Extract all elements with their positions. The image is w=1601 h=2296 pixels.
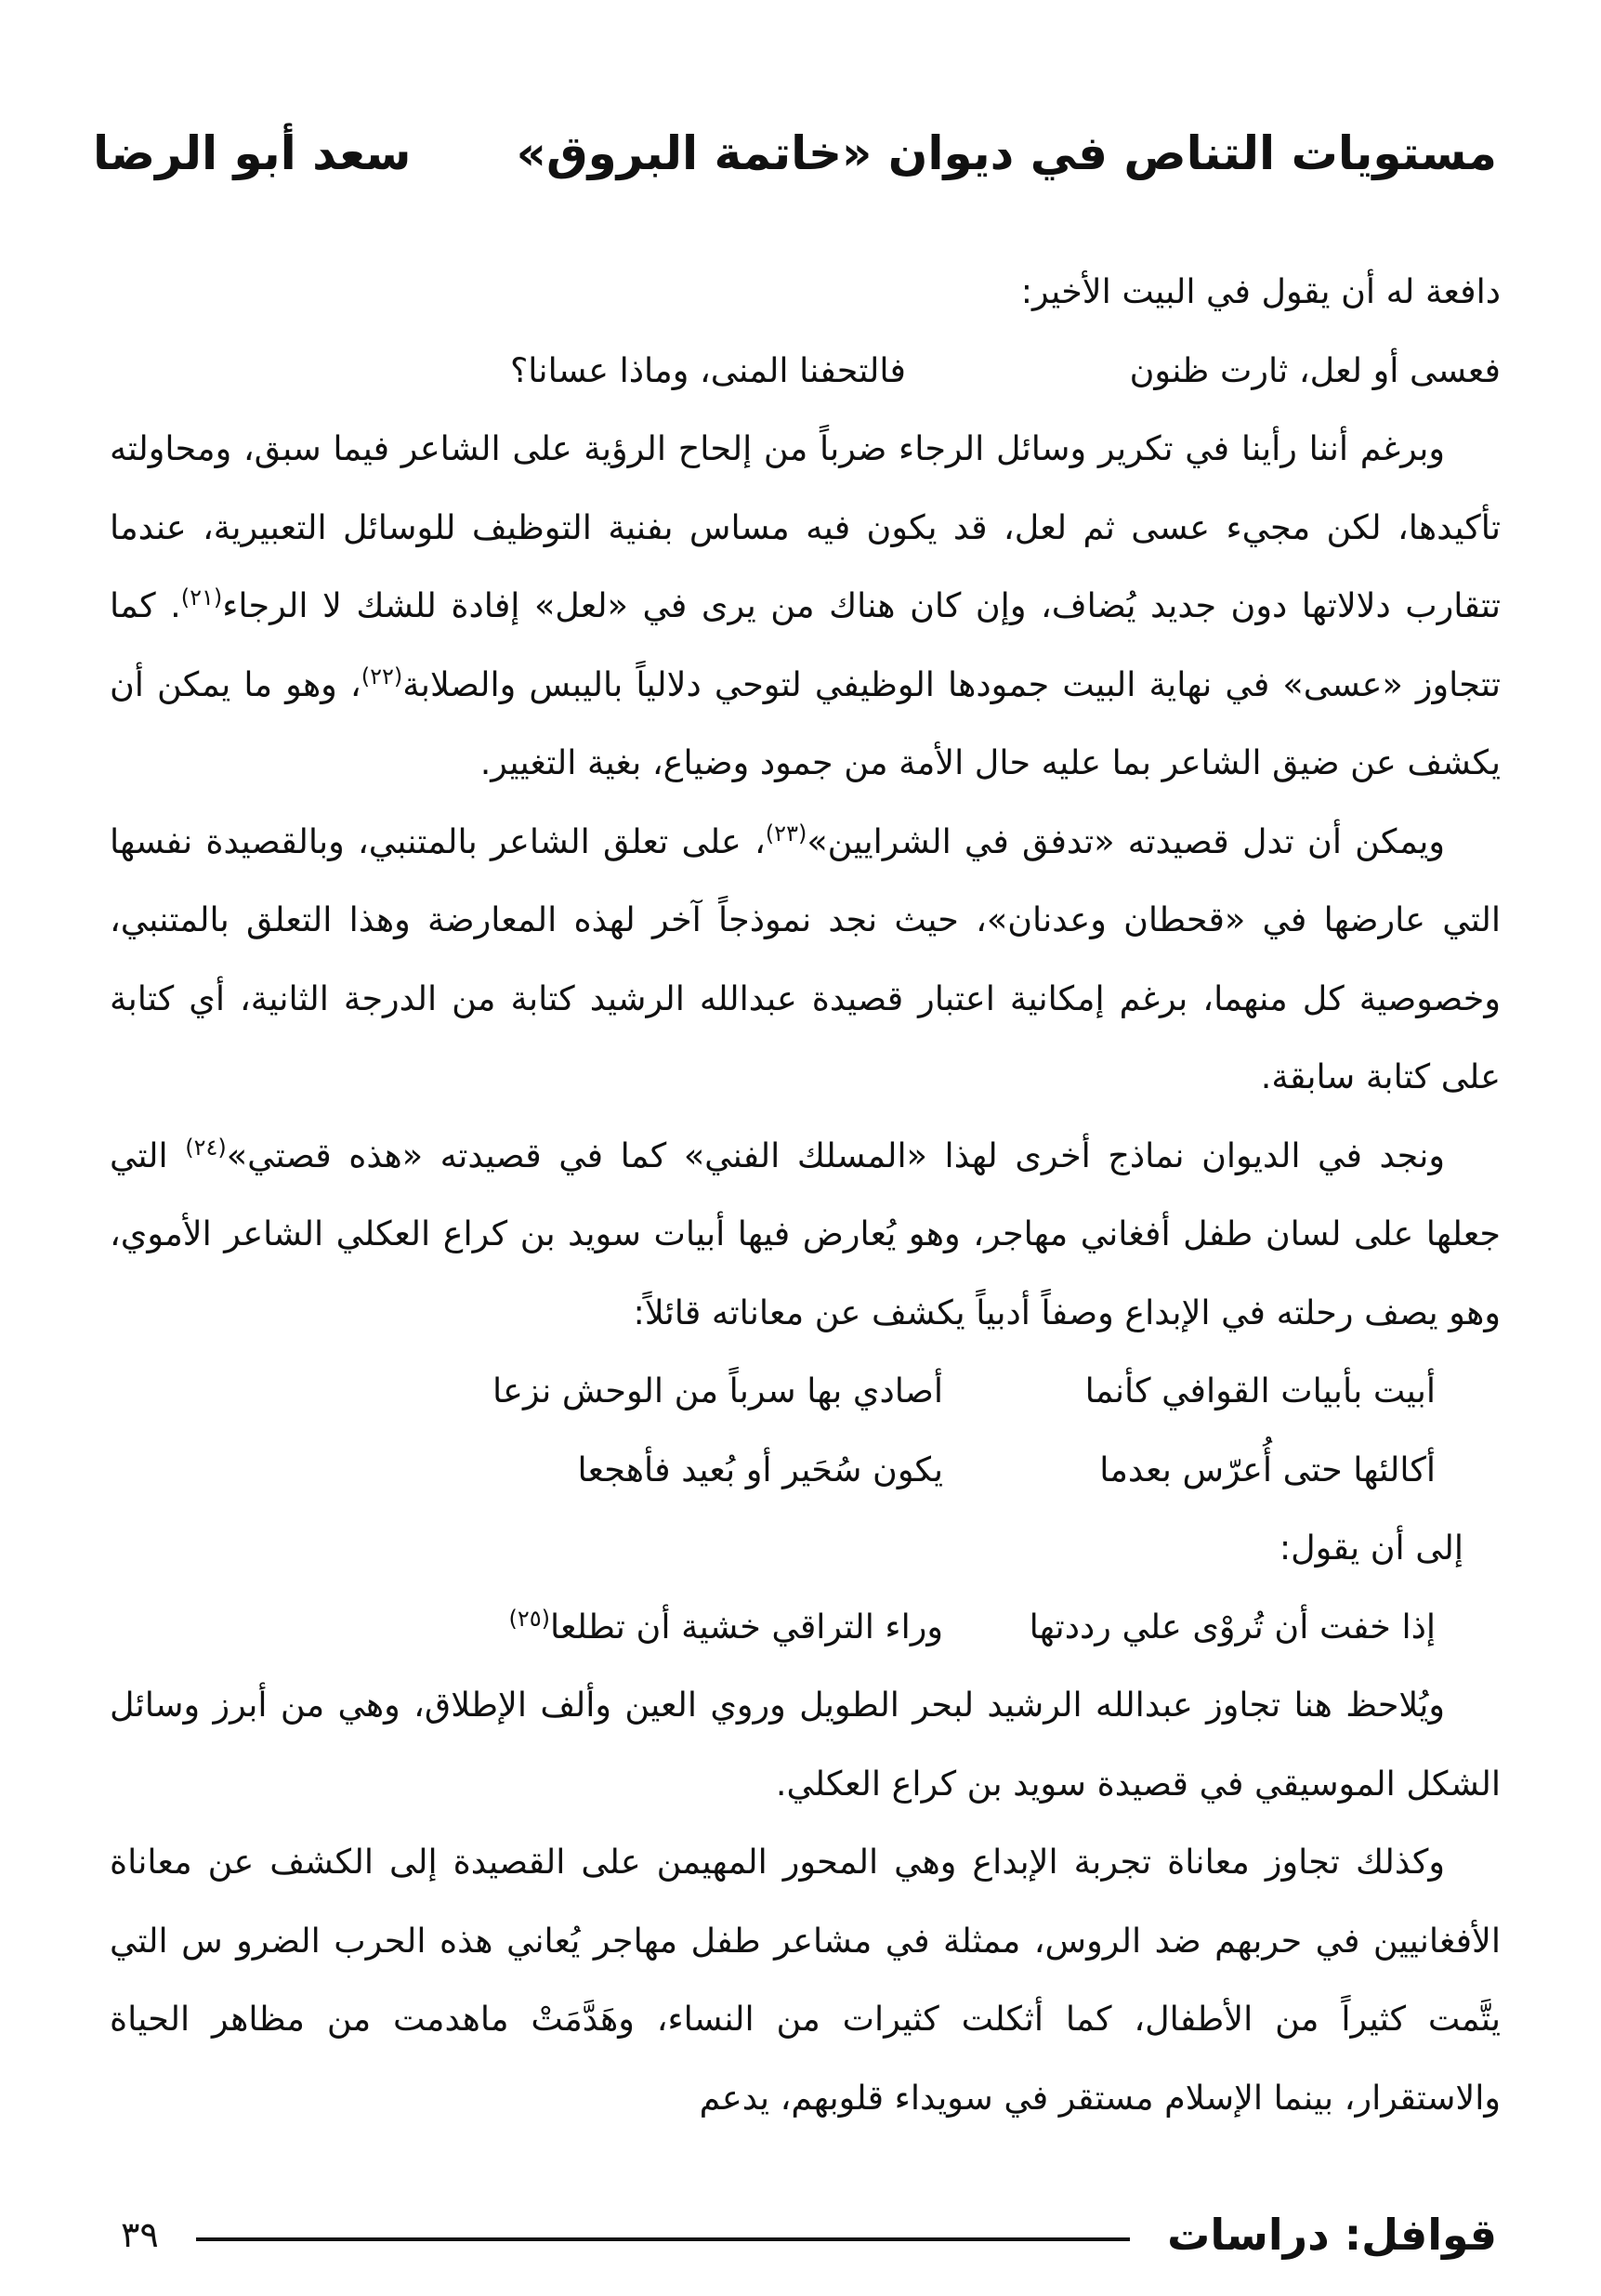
paragraph <box>110 410 1501 803</box>
verse-text: وراء التراقي خشية أن تطلعا <box>550 1606 943 1647</box>
paragraph <box>110 803 1501 1117</box>
verse-line <box>110 1352 1501 1431</box>
article-title: مستويات التناص في ديوان «خاتمة البروق» <box>516 126 1497 180</box>
article-body <box>110 253 1501 2137</box>
footnote-marker: (٢٣) <box>765 820 807 846</box>
paragraph <box>110 1117 1501 1353</box>
paragraph-text: ويمكن أن تدل قصيدته «تدفق في الشرايين» <box>807 820 1445 861</box>
paragraph-text: ، على تعلق الشاعر بالمتنبي، وبالقصيدة نفسها التي عارضها في «قحطان وعدنان»، حيث نجد نموذجاً آخر لهذه المعارضة وهذا التعلق بالمتنبي، وخصوصية كل منهما، برغم إمكانية اعتبار قصيدة عبدالله الرشيد كتابة من الدرجة الثانية، أي كتابة على كتابة سابقة. <box>110 820 1501 1096</box>
verse-hemistich: أصادي بها سرباً من الوحش نزعا <box>492 1371 943 1410</box>
footnote-marker: (٢٥) <box>508 1605 551 1632</box>
running-header <box>93 112 1497 195</box>
verse-hemistich: أبيت بأبيات القوافي كأنما <box>1084 1371 1436 1410</box>
paragraph-text: التي جعلها على لسان طفل أفغاني مهاجر، وهو يُعارض فيها أبيات سويد بن كراع العكلي الشاعر الأموي، وهو يصف رحلته في الإبداع وصفاً أدبياً يكشف عن معاناته قائلاً: <box>110 1135 1501 1332</box>
verse-hemistich: إذا خفت أن تُروْى علي رددتها <box>1029 1606 1436 1647</box>
footnote-marker: (٢٤) <box>185 1134 227 1161</box>
article-author: سعد أبو الرضا <box>93 126 412 180</box>
paragraph-text: ، وهو ما يمكن أن يكشف عن ضيق الشاعر بما عليه حال الأمة من جمود وضياع، بغية التغيير. <box>110 663 1501 782</box>
lead-line: إلى أن يقول: <box>1279 1528 1463 1568</box>
paragraph-text: وبرغم أننا رأينا في تكرير وسائل الرجاء ضرباً من إلحاح الرؤية على الشاعر فيما سبق، ومحاولته تأكيدها، لكن مجيء عسى ثم لعل، قد يكون فيه مساس بفنية التوظيف للوسائل التعبيرية، عندما تتقارب دلالاتها دون جديد يُضاف، وإن كان هناك من يرى في «لعل» إفادة للشك لا الرجاء <box>110 428 1501 625</box>
journal-name: قوافل: دراسات <box>1167 2210 1497 2260</box>
verse-hemistich: يكون سُحَير أو بُعيد فأهجعا <box>577 1449 943 1489</box>
verse-line <box>110 1431 1501 1510</box>
running-footer <box>121 2202 1497 2267</box>
lead-line: دافعة له أن يقول في البيت الأخير: <box>1020 271 1501 311</box>
verse-hemistich: فعسى أو لعل، ثارت ظنون <box>1129 349 1501 390</box>
footnote-marker: (٢٢) <box>361 663 403 689</box>
page-number: ٣٩ <box>121 2214 159 2255</box>
verse-line <box>110 332 1501 411</box>
verse-hemistich: فالتحفنا المنى، وماذا عسانا؟ <box>509 349 906 390</box>
verse-line <box>110 1588 1501 1667</box>
verse-hemistich: أكالئها حتى أُعرّس بعدما <box>1099 1449 1436 1489</box>
paragraph: ويُلاحظ هنا تجاوز عبدالله الرشيد لبحر الطويل وروي العين وألف الإطلاق، وهي من أبرز وسائل الشكل الموسيقي في قصيدة سويد بن كراع العكلي. <box>110 1685 1501 1804</box>
footer-rule <box>196 2237 1130 2241</box>
header-author-group <box>93 126 455 180</box>
paragraph-text: . كما تتجاوز «عسى» في نهاية البيت جمودها الوظيفي لتوحي دلالياً باليبس والصلابة <box>110 585 1501 704</box>
paragraph: وكذلك تجاوز معاناة تجربة الإبداع وهي المحور المهيمن على القصيدة إلى الكشف عن معاناة الأفغانيين في حربهم ضد الروس، ممثلة في مشاعر طفل مهاجر يُعاني هذه الحرب الضرو س التي يتَّمت كثيراً من الأطفال، كما أثكلت كثيرات من النساء، وهَدَّمَتْ ماهدمت من مظاهر الحياة والاستقرار، بينما الإسلام مستقر في سويداء قلوبهم، يدعم <box>110 1842 1501 2118</box>
verse-hemistich <box>386 1588 943 1667</box>
footnote-marker: (٢١) <box>180 584 223 610</box>
paragraph-text: ونجد في الديوان نماذج أخرى لهذا «المسلك الفني» كما في قصيدته «هذه قصتي» <box>226 1135 1445 1175</box>
